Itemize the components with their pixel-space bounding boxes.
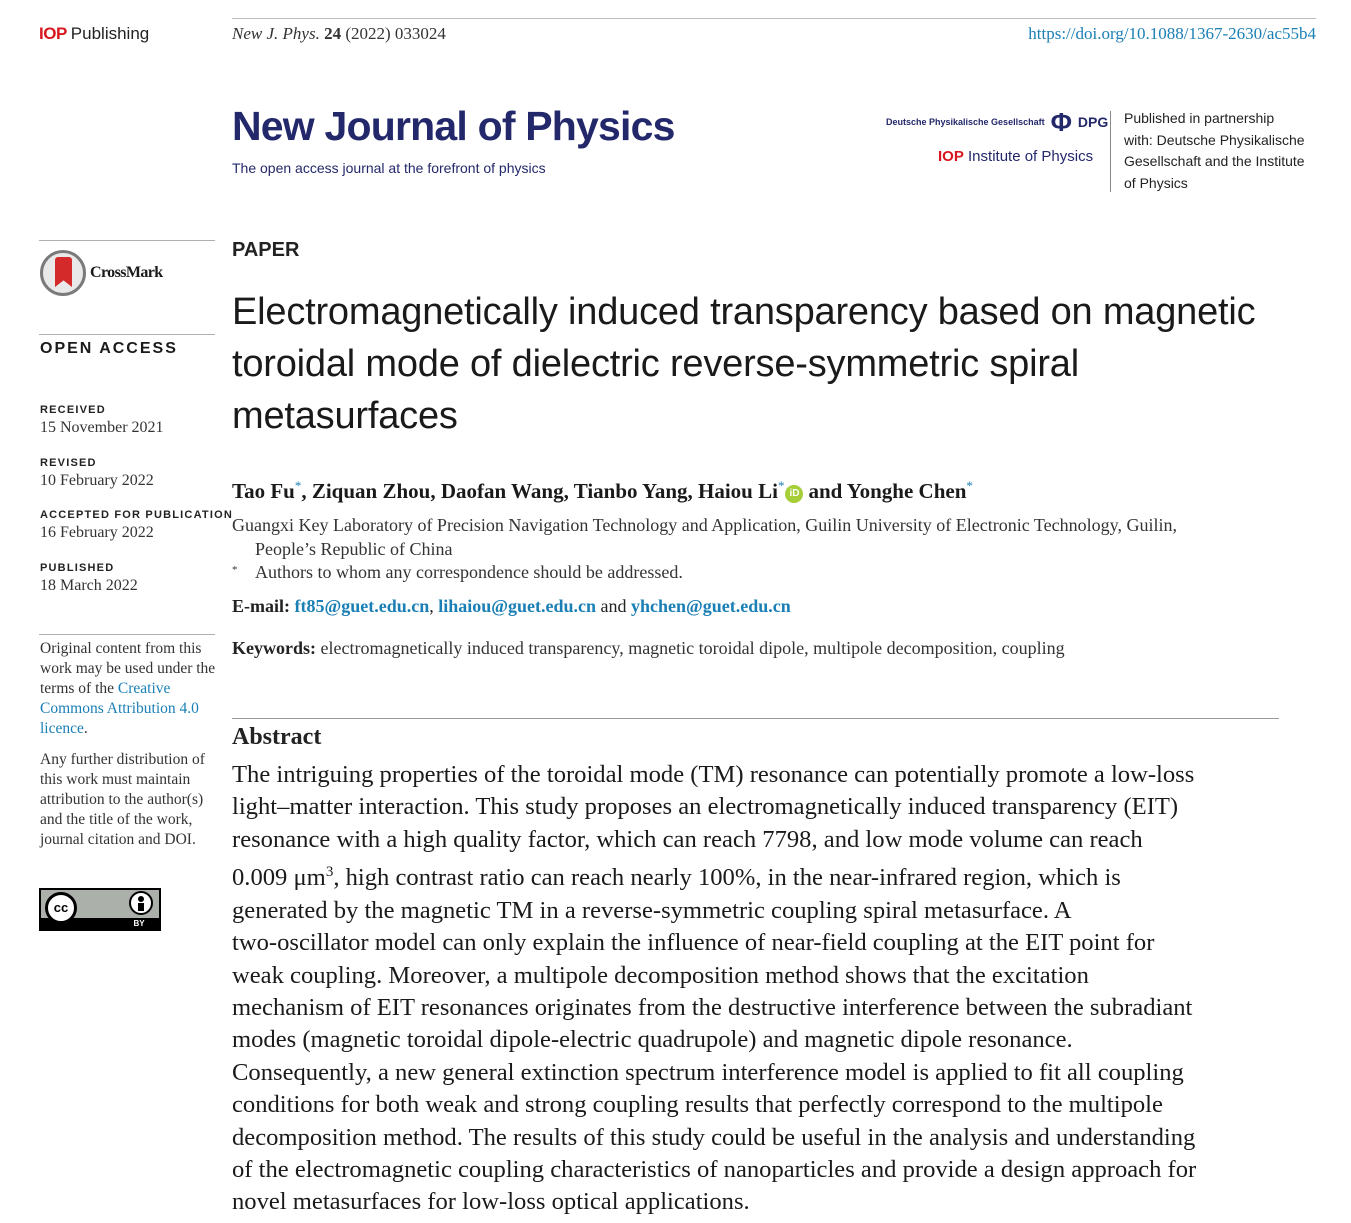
volume-number: 24 bbox=[324, 24, 342, 43]
abstract-rule bbox=[232, 718, 1279, 719]
partnership-line: Gesellschaft and the Institute bbox=[1124, 153, 1305, 169]
accepted-label: ACCEPTED FOR PUBLICATION bbox=[40, 509, 233, 521]
sidebar-rule bbox=[39, 634, 215, 635]
dpg-abbrev: DPG bbox=[1077, 114, 1109, 130]
abstract-fragment: , high contrast ratio can reach nearly 100%, in the near-infrared region, which is bbox=[333, 864, 1121, 892]
iop-inst-name: Institute of Physics bbox=[968, 148, 1094, 165]
partnership-line: of Physics bbox=[1124, 174, 1188, 191]
abstract-line: Consequently, a new general extinction spectrum interference model is applied to fit all coupling bbox=[232, 1058, 1184, 1086]
open-access-label: OPEN ACCESS bbox=[40, 340, 178, 357]
cc-by-badge[interactable] bbox=[39, 888, 161, 931]
received-label: RECEIVED bbox=[40, 404, 106, 416]
author-names-middle[interactable]: , Ziquan Zhou, Daofan Wang, Tianbo Yang, Haiou Li bbox=[301, 479, 778, 503]
abstract-fragment: 0.009 μm bbox=[232, 864, 326, 892]
journal-masthead-title[interactable]: New Journal of Physics bbox=[232, 103, 675, 149]
article-title: Electromagnetically induced transparency based on magnetic toroidal mode of dielectric reverse-symmetric spiral metasurfaces bbox=[232, 291, 1256, 437]
cubic-exponent: 3 bbox=[325, 864, 334, 881]
abstract-heading: Abstract bbox=[232, 724, 322, 750]
iop-inst-mark: IOP bbox=[938, 148, 964, 165]
journal-tagline: The open access journal at the forefront of physics bbox=[232, 160, 546, 176]
dpg-full-name: Deutsche Physikalische Gesellschaft bbox=[886, 117, 1045, 127]
abstract-line: two-oscillator model can only explain the influence of near-field coupling at the EIT point for bbox=[232, 929, 1155, 957]
abstract-line: conditions for both weak and strong coupling results that perfectly correspond to the multipole bbox=[232, 1091, 1163, 1119]
iop-mark: IOP bbox=[39, 24, 67, 43]
affiliation-line: Guangxi Key Laboratory of Precision Navigation Technology and Application, Guilin University of Electronic Technology, Guilin, bbox=[232, 515, 1177, 535]
abstract-line: decomposition method. The results of this study could be useful in the analysis and understanding bbox=[232, 1123, 1196, 1151]
abstract-line: resonance with a high quality factor, which can reach 7798, and low mode volume can reach bbox=[232, 825, 1143, 853]
email-link[interactable]: yhchen@guet.edu.cn bbox=[631, 596, 791, 616]
abstract-line: light–matter interaction. This study proposes an electromagnetically induced transparency (EIT) bbox=[232, 793, 1179, 821]
correspondence-mark: * bbox=[232, 564, 238, 576]
iop-institute-logo[interactable] bbox=[938, 148, 1093, 165]
correspondence-note bbox=[232, 562, 683, 583]
header-rule bbox=[232, 18, 1316, 19]
orcid-icon[interactable]: iD bbox=[785, 485, 803, 503]
licence-text: Original content from this work may be used under the terms of the bbox=[40, 640, 216, 697]
affiliation bbox=[232, 513, 1292, 561]
accepted-date: 16 February 2022 bbox=[40, 524, 154, 541]
published-date: 18 March 2022 bbox=[40, 577, 138, 594]
email-separator: , bbox=[429, 596, 434, 616]
doi-link[interactable]: https://doi.org/10.1088/1367-2630/ac55b4 bbox=[1028, 24, 1316, 43]
sidebar-rule bbox=[39, 240, 215, 241]
partnership-note bbox=[1124, 108, 1324, 194]
partner-divider bbox=[1110, 111, 1111, 192]
revised-label: REVISED bbox=[40, 457, 97, 469]
cc-icon: cc bbox=[45, 892, 77, 924]
published-label: PUBLISHED bbox=[40, 562, 115, 574]
email-line bbox=[232, 596, 791, 617]
abstract-line: weak coupling. Moreover, a multipole decomposition method shows that the excitation bbox=[232, 961, 1089, 989]
corresponding-star: * bbox=[294, 478, 302, 493]
crossmark-button[interactable] bbox=[40, 250, 163, 296]
corresponding-star: * bbox=[777, 478, 785, 493]
crossmark-icon bbox=[40, 250, 86, 296]
keywords-label: Keywords: bbox=[232, 638, 316, 658]
licence-end: . bbox=[83, 720, 88, 737]
author-name-last[interactable]: and Yonghe Chen bbox=[808, 479, 967, 503]
article-type-label: PAPER bbox=[232, 239, 300, 261]
email-and: and bbox=[600, 596, 627, 616]
year-article: (2022) 033024 bbox=[345, 24, 446, 43]
abstract-line: novel metasurfaces for low-loss optical applications. bbox=[232, 1188, 750, 1216]
received-date: 15 November 2021 bbox=[40, 419, 164, 436]
keywords-line bbox=[232, 638, 1065, 659]
abstract-line: generated by the magnetic TM in a reverse-symmetric coupling spiral metasurface. A bbox=[232, 896, 1072, 924]
abstract-line: mechanism of EIT resonances originates from the destructive interference between the subradiant bbox=[232, 994, 1193, 1022]
further-distribution-note: Any further distribution of this work must maintain attribution to the author(s) and the title of the work, journal citation and DOI. bbox=[40, 751, 205, 848]
corresponding-star: * bbox=[966, 478, 973, 493]
journal-abbrev: New J. Phys. bbox=[232, 24, 320, 43]
publishing-word: Publishing bbox=[70, 24, 150, 43]
abstract-line: of the electromagnetic coupling characteristics of nanoparticles and provide a design approach for bbox=[232, 1156, 1197, 1184]
correspondence-text: Authors to whom any correspondence should be addressed. bbox=[255, 562, 683, 582]
email-label: E-mail: bbox=[232, 596, 290, 616]
sidebar-rule bbox=[39, 334, 215, 335]
journal-citation bbox=[232, 24, 446, 44]
dpg-logo[interactable] bbox=[886, 107, 1109, 137]
dpg-phi-icon: Φ bbox=[1050, 107, 1072, 137]
email-link[interactable]: ft85@guet.edu.cn bbox=[294, 596, 430, 616]
abstract-line: The intriguing properties of the toroidal mode (TM) resonance can potentially promote a low-loss bbox=[232, 761, 1195, 788]
email-link[interactable]: lihaiou@guet.edu.cn bbox=[438, 596, 597, 616]
iop-publishing-logo[interactable] bbox=[39, 24, 149, 44]
creative-commons-link[interactable]: Creative Commons Attribution 4.0 licence bbox=[40, 680, 199, 737]
partnership-line: Published in partnership bbox=[1124, 110, 1275, 126]
cc-by-label: BY bbox=[133, 919, 145, 928]
affiliation-line: People’s Republic of China bbox=[255, 539, 453, 559]
partnership-line: with: Deutsche Physikalische bbox=[1124, 131, 1305, 148]
licence-paragraph bbox=[40, 639, 218, 739]
abstract-body bbox=[232, 759, 1322, 1219]
revised-date: 10 February 2022 bbox=[40, 472, 154, 489]
author-list bbox=[232, 478, 973, 504]
abstract-line bbox=[232, 856, 1322, 895]
crossmark-label: CrossMark bbox=[90, 264, 163, 281]
attribution-person-icon bbox=[129, 891, 153, 915]
keywords-list: electromagnetically induced transparency, magnetic toroidal dipole, multipole decomposition, coupling bbox=[320, 638, 1065, 658]
author-name[interactable]: Tao Fu bbox=[232, 479, 295, 503]
abstract-line: modes (magnetic toroidal dipole-electric quadrupole) and magnetic dipole resonance. bbox=[232, 1026, 1073, 1054]
